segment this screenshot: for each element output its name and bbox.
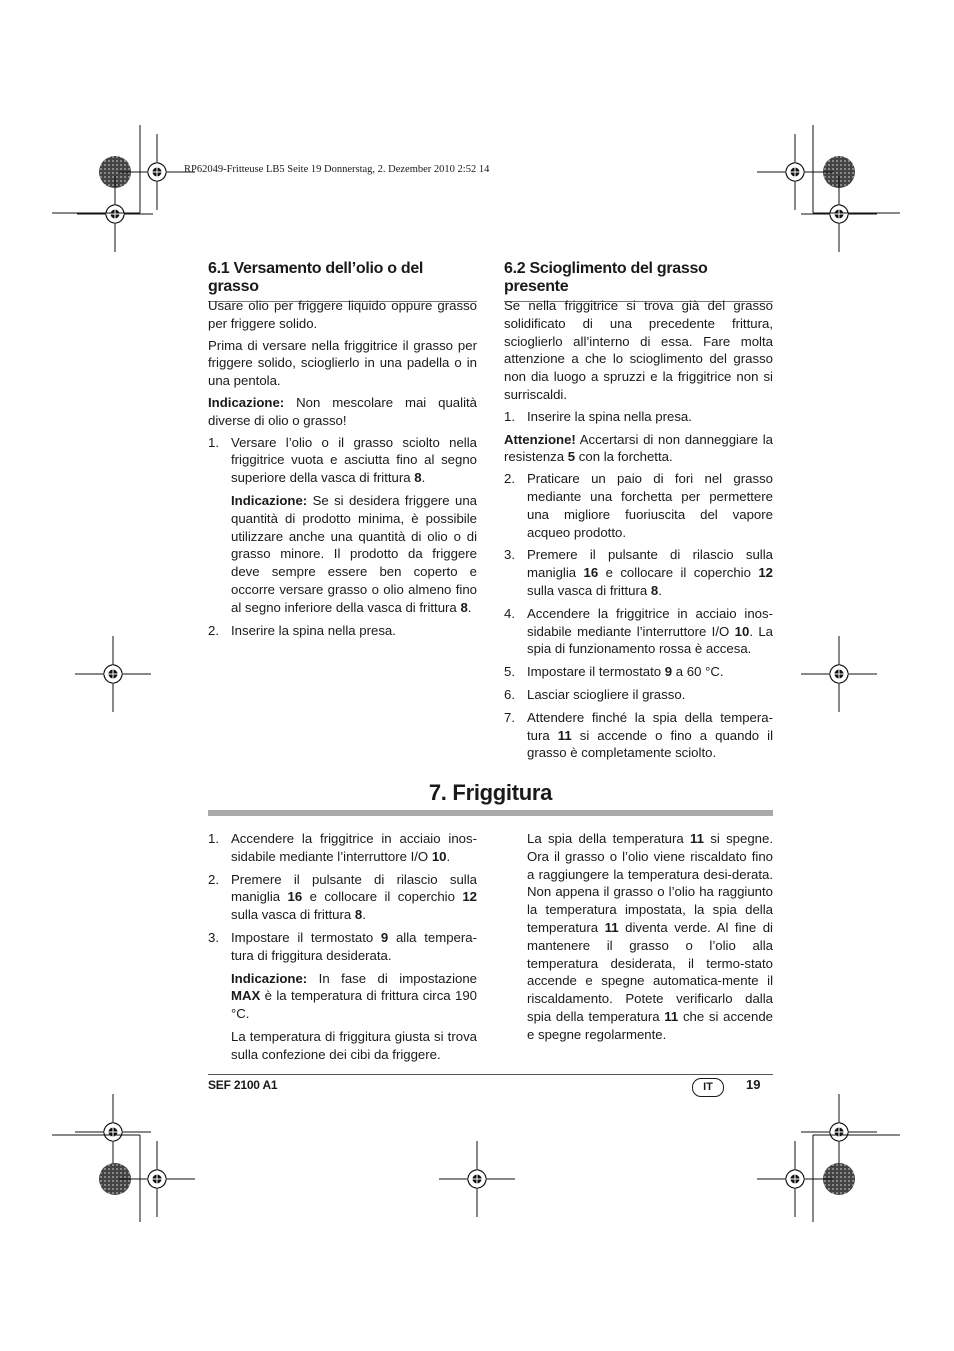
section-6-2-title: 6.2 Scioglimento del grasso presente bbox=[504, 260, 773, 302]
page-number: 19 bbox=[746, 1077, 761, 1092]
list-item: 1. Inserire la spina nella presa. bbox=[504, 408, 692, 424]
paragraph: Prima di versare nella friggitrice il grasso per friggere solido, scioglierlo in una padella o in una pentola. bbox=[208, 337, 477, 389]
chapter-divider bbox=[208, 810, 773, 816]
warning: Attenzione! Accertarsi di non danneggiare la resistenza 5 con la forchetta. bbox=[504, 431, 773, 465]
list-item: 1. Accendere la friggitrice in acciaio inos-sidabile mediante l’interruttore I/O 10. bbox=[208, 831, 477, 864]
chapter-7-left-column bbox=[208, 830, 477, 1069]
steps-list bbox=[504, 470, 773, 762]
steps-list bbox=[504, 408, 773, 426]
language-badge: IT bbox=[692, 1078, 724, 1097]
note: Indicazione: In fase di impostazione MAX è la temperatura di frittura circa 190 °C. bbox=[231, 970, 477, 1022]
list-item: 3. Impostare il termostato 9 alla tempera-tura di friggitura desiderata. Indicazione: In fase di impostazione MAX è la temperatura di frittura circa 190 °C. La temperatura di friggitura giusta si trova sulla confezione dei cibi da friggere. bbox=[208, 929, 477, 1062]
paragraph: La spia della temperatura 11 si spegne. Ora il grasso o l’olio viene riscaldato fino a raggiungere la temperatura desi-derata. Non appena il grasso o l’olio ha raggiunto la temperatura impostata, la spia della temperatura 11 diventa verde. Al fine di mantenere il grasso o l’olio alla temperatura desiderata, il termo-stato accende e spegne automatica-mente il riscaldamento. Potete verificarlo dalla spia della temperatura 11 che si accende e spegne regolarmente. bbox=[527, 831, 774, 1042]
steps-list bbox=[208, 434, 477, 640]
section-6-1-title: 6.1 Versamento dell’olio o del grasso bbox=[208, 260, 477, 302]
steps-list bbox=[208, 830, 477, 1064]
list-item: 3. Premere il pulsante di rilascio sulla maniglia 16 e collocare il coperchio 12 sulla vasca di frittura 8. bbox=[504, 547, 773, 598]
section-6-2-body bbox=[504, 297, 773, 767]
model-number: SEF 2100 A1 bbox=[208, 1078, 278, 1092]
paragraph: Se nella friggitrice si trova già del grasso solidificato di una precedente frittura, scioglierlo all’interno di essa. Fare molta attenzione a che lo scioglimento del grasso non dia luogo a spruzzi e la friggitrice non si surriscaldi. bbox=[504, 298, 773, 402]
paragraph: Usare olio per friggere liquido oppure grasso per friggere solido. bbox=[208, 298, 477, 331]
list-item: 2. Inserire la spina nella presa. bbox=[208, 622, 396, 638]
list-item: 6. Lasciar sciogliere il grasso. bbox=[504, 686, 686, 702]
list-item: 5. Impostare il termostato 9 a 60 °C. bbox=[504, 664, 724, 680]
footer-rule bbox=[208, 1074, 773, 1075]
list-item: 1. Versare l’olio o il grasso sciolto nella friggitrice vuota e asciutta fino al segno superiore della vasca di frittura 8. Indicazione: Se si desidera friggere una quantità di prodotto minima, è possibile utilizzare anche una quantità di olio o di grasso minore. Il prodotto da friggere deve sempre essere ben coperto e occorre versare grasso o olio almeno fino al segno inferiore della vasca di frittura 8. bbox=[208, 434, 477, 615]
chapter-7-right-column bbox=[527, 830, 773, 1048]
list-item: 2. Praticare un paio di fori nel grasso mediante una forchetta per permettere una migliore fuoriuscita del vapore acqueo prodotto. bbox=[504, 471, 773, 540]
chapter-title: 7. Friggitura bbox=[428, 780, 553, 805]
list-item: 2. Premere il pulsante di rilascio sulla maniglia 16 e collocare il coperchio 12 sulla vasca di frittura 8. bbox=[208, 871, 477, 923]
note: Indicazione: Non mescolare mai qualità diverse di olio o grasso! bbox=[208, 394, 477, 428]
chapter-7-heading bbox=[208, 780, 773, 806]
section-6-1-body bbox=[208, 297, 477, 644]
list-item: 4. Accendere la friggitrice in acciaio inos-sidabile mediante l’interruttore I/O 10. La spia di funzionamento rossa è accesa. bbox=[504, 605, 774, 657]
paragraph: La temperatura di friggitura giusta si trova sulla confezione dei cibi da friggere. bbox=[231, 1028, 477, 1062]
list-item: 7. Attendere finché la spia della tempera-tura 11 si accende o fino a quando il grasso è completamente sciolto. bbox=[504, 709, 774, 761]
print-slug-line: RP62049-Fritteuse LB5 Seite 19 Donnerstag, 2. Dezember 2010 2:52 14 bbox=[184, 164, 490, 175]
note: Indicazione: Se si desidera friggere una quantità di prodotto minima, è possibile utilizzare anche una quantità di olio o di grasso minore. Il prodotto da friggere deve sempre essere ben coperto e occorre versare grasso o olio almeno fino al segno inferiore della vasca di frittura 8. bbox=[231, 492, 477, 615]
